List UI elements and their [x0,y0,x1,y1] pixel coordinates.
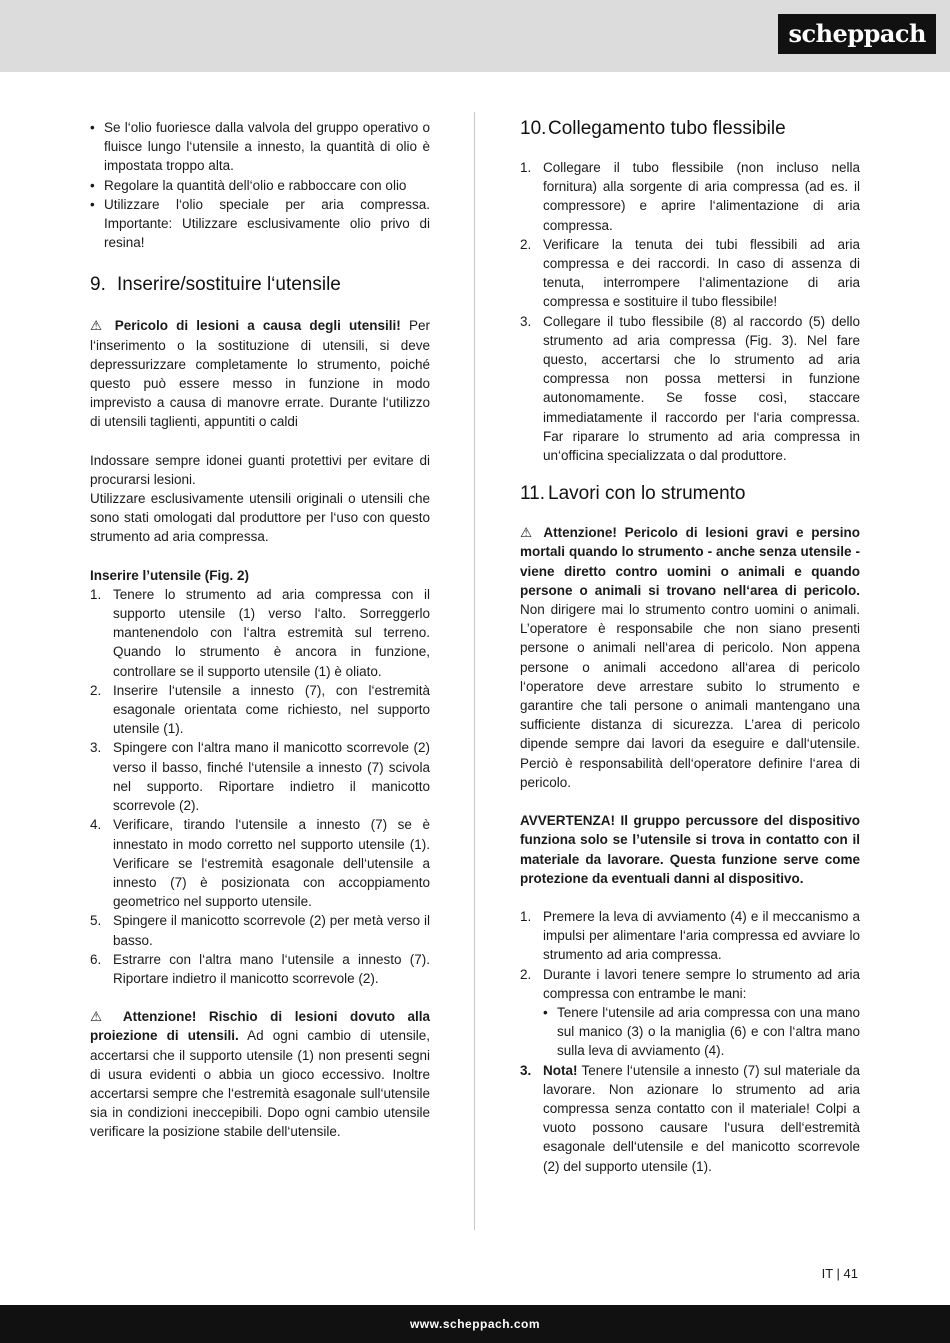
column-divider [474,112,475,1230]
list-item: 2. Durante i lavori tenere sempre lo strumento ad aria compressa con entrambe le mani: • Tenere l‘utensile ad aria compressa con una mano sul manico (3) o la maniglia (6) e con l‘altra mano sulla leva di avviamento (4). [520,965,860,1061]
oil-bullet-list [90,118,430,252]
warning-paragraph: ⚠ Attenzione! Pericolo di lesioni gravi e persino mortali quando lo strumento - anche senza utensile - viene diretto contro uomini o animali e quando persone o animali si trovano nell‘area di pericolo. Non dirigere mai lo strumento contro uomini o animali. L’operatore è responsabile che non siano presenti persone o animali nell‘area di pericolo. Non appena persone o animali accedono all‘area di pericolo l‘operatore deve arrestare subito lo strumento e garantire che tali persone o animali mantengano una sufficiente distanza di sicurezza. L’area di pericolo dipende sempre dai lavori da eseguire e dall‘utensile. Perciò è responsabilità dell‘operatore definire l‘area di pericolo. [520,525,861,790]
subsection-title: Inserire l’utensile (Fig. 2) [90,567,250,583]
list-item: 2. Verificare la tenuta dei tubi flessibili ad aria compressa e dei raccordi. In caso di assenza di tenuta, interrompere l‘alimentazione di aria compressa e sostituire il tubo flessibile! [520,236,860,310]
operation-steps [520,907,860,1176]
sub-bullet-list [543,1003,860,1061]
list-item: 5. Spingere il manicotto scorrevole (2) per metà verso il basso. [90,913,430,948]
page-number: IT | 41 [821,1266,858,1281]
hose-steps [520,158,860,465]
notice-paragraph: AVVERTENZA! Il gruppo percussore del dispositivo funziona solo se l’utensile si trova in contatto con il materiale da lavorare. Questa funzione serve come protezione da eventuali danni al dispositivo. [520,813,860,886]
paragraph: Indossare sempre idonei guanti protettivi per evitare di procurarsi lesioni. [90,452,430,487]
list-item: • Regolare la quantità dell‘olio e rabboccare con olio [90,177,407,193]
list-item: 6. Estrarre con l‘altra mano l‘utensile a innesto (7). Riportare indietro il manicotto scorrevole (2). [90,951,430,986]
warning-paragraph: ⚠ Pericolo di lesioni a causa degli utensili! Per l‘inserimento o la sostituzione di utensili, si deve depressurizzare completamente lo strumento, poiché questo può essere messo in funzione in modo imprevisto a causa di manovre errate. Durante l‘utilizzo di utensili taglienti, appuntiti o caldi [90,318,430,430]
footer-bar [0,1305,950,1343]
list-item: • Tenere l‘utensile ad aria compressa con una mano sul manico (3) o la maniglia (6) e con l‘altra mano sulla leva di avviamento (4). [543,1004,860,1059]
list-item: 4. Verificare, tirando l‘utensile a innesto (7) se è innestato in modo corretto nel supporto utensile (1). Verificare se l‘estremità esagonale dell‘utensile a innesto (7) è posizionata con accoppiamento geometrico nel supporto utensile. [90,817,430,910]
list-item: 2. Inserire l‘utensile a innesto (7), con l‘estremità esagonale orientata come richiesto, nel supporto utensile (1). [90,682,430,737]
warning-icon: ⚠ [90,1009,111,1025]
paragraph: Utilizzare esclusivamente utensili originali o utensili che sono stati omologati dal produttore per l‘uso con questo strumento ad aria compressa. [90,491,430,545]
warning-icon: ⚠ [520,525,537,541]
list-item: 1. Collegare il tubo flessibile (non incluso nella fornitura) alla sorgente di aria compressa (ad es. il compressore) e aprire l‘alimentazione di aria compressa. [520,160,860,233]
warning-icon: ⚠ [90,318,107,334]
left-column [90,118,430,1142]
list-item: 1. Premere la leva di avviamento (4) e il meccanismo a impulsi per alimentare l‘aria compressa ed avviare lo strumento ad aria compressa. [520,908,860,963]
list-item: 3. Collegare il tubo flessibile (8) al raccordo (5) dello strumento ad aria compressa (Fig. 3). Nel fare questo, accertarsi che lo strumento ad aria compressa non possa mettersi in funzione autonomamente. Se fosse così, staccare immediatamente il raccordo per l‘aria compressa. Far riparare lo strumento ad aria compressa in un‘officina specializzata o dal produttore. [520,313,860,464]
list-item: • Se l‘olio fuoriesce dalla valvola del gruppo operativo o fluisce lungo l‘utensile a innesto, la quantità di olio è impostata troppo alta. [90,120,430,174]
list-item: 1. Tenere lo strumento ad aria compressa con il supporto utensile (1) verso l‘alto. Sorreggerlo mantenendolo con l‘altra estremità sul terreno. Quando lo strumento è ancora in funzione, controllare se il supporto utensile (1) è oliato. [90,586,430,679]
list-item: 3. Spingere con l‘altra mano il manicotto scorrevole (2) verso il basso, finché l‘utensile a innesto (7) scivola nel supporto. Riportare indietro il manicotto scorrevole (2). [90,740,430,814]
right-column [520,118,860,1176]
header-bar [0,0,950,72]
list-item: 3. Nota! Tenere l‘utensile a innesto (7) sul materiale da lavorare. Non azionare lo strumento ad aria compressa senza contatto con il materiale! Colpi a vuoto possono causare l‘usura dell‘estremità esagonale dell‘utensile e del manicotto scorrevole (2) del supporto utensile (1). [520,1062,860,1174]
brand-logo: scheppach [778,14,936,54]
section-9-heading: 9. Inserire/sostituire l‘utensile [90,274,341,296]
website-link[interactable]: www.scheppach.com [409,1317,541,1331]
section-10-heading: 10.Collegamento tubo flessibile [520,118,786,139]
insert-tool-steps [90,585,430,988]
section-11-heading: 11. Lavori con lo strumento [520,483,746,505]
warning-paragraph: ⚠ Attenzione! Rischio di lesioni dovuto alla proiezione di utensili. Ad ogni cambio di utensile, accertarsi che il supporto utensile (1) non presenti segni di usura evidenti o abbia un gioco eccessivo. Inoltre accertarsi sempre che l‘estremità esagonale sull‘utensile sia in condizioni ineccepibili. Dopo ogni cambio utensile verificare la posizione stabile dell‘utensile. [90,1009,430,1140]
list-item: • Utilizzare l‘olio speciale per aria compressa. Importante: Utilizzare esclusivamente olio privo di resina! [90,196,430,251]
